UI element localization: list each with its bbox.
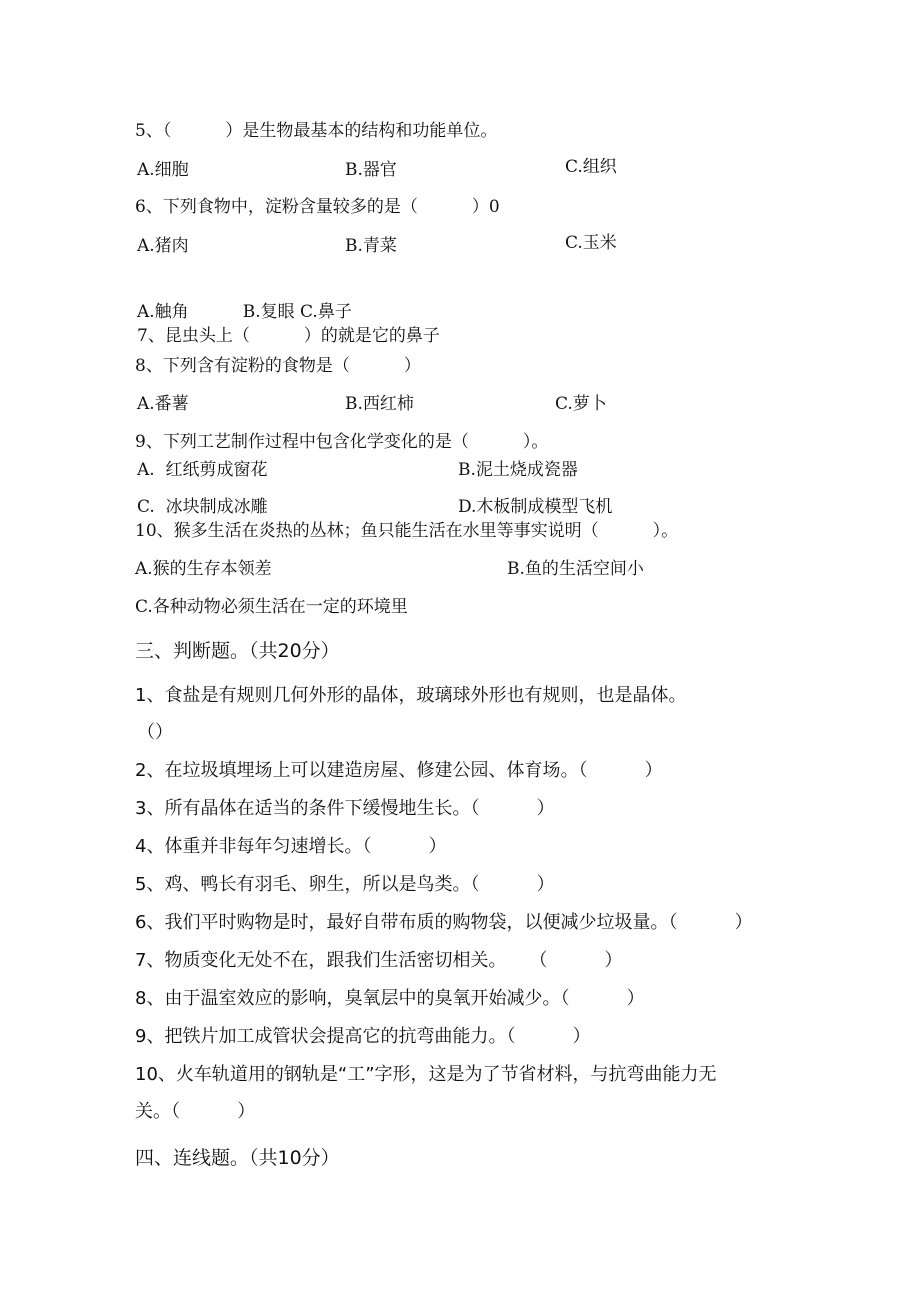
- q6-option-b: B.青菜: [345, 236, 397, 256]
- judge-item-1-blank: （）: [137, 722, 173, 743]
- judge-item-8: 8、由于温室效应的影响，臭氧层中的臭氧开始减少。（ ）: [135, 988, 645, 1009]
- q10-option-c: C.各种动物必须生活在一定的环境里: [135, 597, 408, 617]
- q9-option-c: C. 冰块制成冰雕: [137, 497, 268, 517]
- question-8: 8、下列含有淀粉的食物是（ ）: [135, 356, 421, 376]
- question-10: 10、猴多生活在炎热的丛林；鱼只能生活在水里等事实说明（ ）。: [135, 521, 679, 541]
- question-6: 6、下列食物中，淀粉含量较多的是（ ）0: [135, 197, 500, 217]
- question-7: 7、昆虫头上（ ）的就是它的鼻子: [137, 326, 440, 346]
- judge-item-1: 1、食盐是有规则几何外形的晶体，玻璃球外形也有规则，也是晶体。: [135, 685, 687, 706]
- q5-option-b: B.器官: [345, 160, 397, 180]
- q9-option-a: A. 红纸剪成窗花: [137, 460, 268, 480]
- judge-item-6: 6、我们平时购物是时，最好自带布质的购物袋，以便减少垃圾量。（ ）: [135, 912, 753, 933]
- judge-item-9: 9、把铁片加工成管状会提高它的抗弯曲能力。（ ）: [135, 1026, 591, 1047]
- judge-item-7: 7、物质变化无处不在，跟我们生活密切相关。 （ ）: [135, 950, 623, 971]
- section4-heading: 四、连线题。（共10分）: [135, 1147, 340, 1169]
- q6-option-c: C.玉米: [565, 233, 617, 253]
- q8-option-c: C.萝卜: [555, 394, 607, 414]
- section3-heading: 三、判断题。（共20分）: [135, 640, 340, 662]
- question-5: 5、（ ）是生物最基本的结构和功能单位。: [135, 121, 498, 141]
- q5-option-a: A.细胞: [137, 160, 189, 180]
- q8-option-b: B.西红柿: [345, 394, 414, 414]
- q7-options: A.触角 B.复眼 C.鼻子: [137, 302, 352, 322]
- q9-option-b: B.泥土烧成瓷器: [458, 460, 578, 480]
- judge-item-2: 2、在垃圾填埋场上可以建造房屋、修建公园、体育场。（ ）: [135, 760, 663, 781]
- judge-item-10-cont: 关。（ ）: [135, 1101, 256, 1122]
- q10-option-b: B.鱼的生活空间小: [507, 559, 644, 579]
- judge-item-10: 10、火车轨道用的钢轨是“工”字形，这是为了节省材料，与抗弯曲能力无: [135, 1064, 717, 1085]
- judge-item-5: 5、鸡、鸭长有羽毛、卵生，所以是鸟类。（ ）: [135, 874, 555, 895]
- question-9: 9、下列工艺制作过程中包含化学变化的是（ ）。: [135, 432, 549, 452]
- q8-option-a: A.番薯: [137, 394, 189, 414]
- q5-option-c: C.组织: [565, 157, 617, 177]
- q10-option-a: A.猴的生存本领差: [135, 559, 272, 579]
- judge-item-3: 3、所有晶体在适当的条件下缓慢地生长。（ ）: [135, 798, 555, 819]
- q9-option-d: D.木板制成模型飞机: [458, 497, 613, 517]
- judge-item-4: 4、体重并非每年匀速增长。（ ）: [135, 836, 447, 857]
- q6-option-a: A.猪肉: [137, 236, 189, 256]
